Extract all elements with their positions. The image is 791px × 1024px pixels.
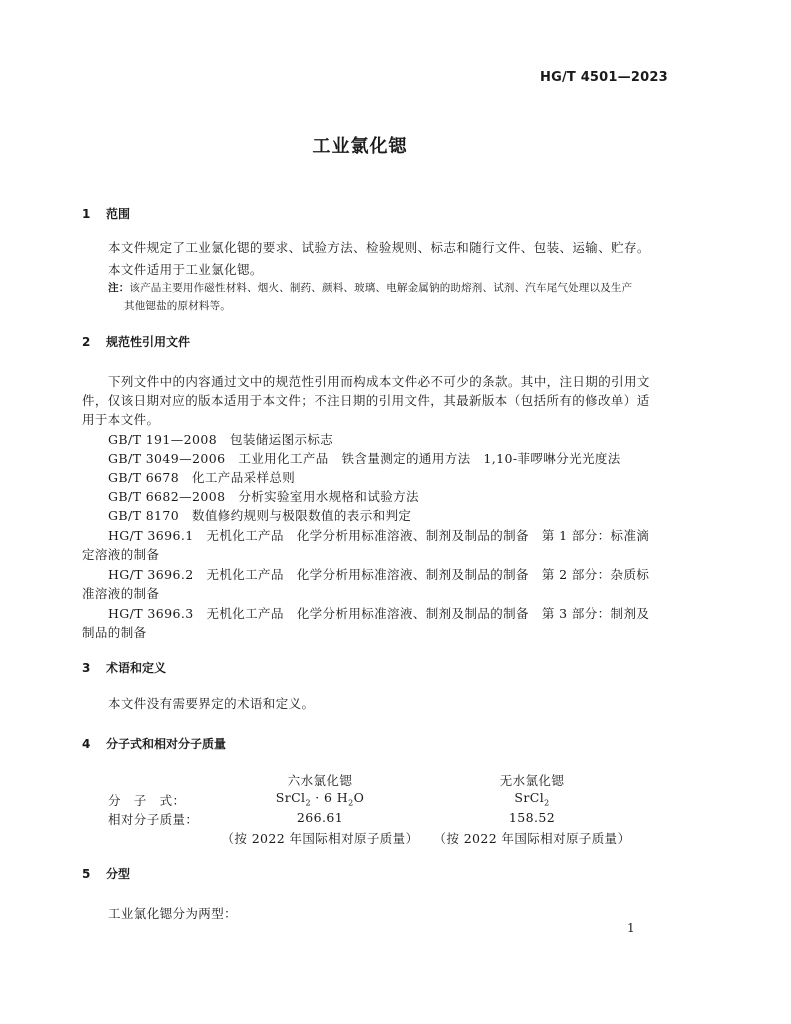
formula-anhydrous: SrCl$_2$ bbox=[514, 790, 550, 808]
section-number: 2 bbox=[82, 335, 91, 349]
reference-item-continued: 定溶液的制备 bbox=[82, 547, 160, 562]
formula-col-header-anhydrous: 无水氯化锶 bbox=[499, 773, 565, 788]
section-title: 规范性引用文件 bbox=[106, 335, 191, 349]
reference-item: GB/T 191—2008 包装储运图示标志 bbox=[108, 432, 334, 447]
section-title: 术语和定义 bbox=[106, 661, 167, 675]
formula-col-header-hexahydrate: 六水氯化锶 bbox=[287, 773, 353, 788]
reference-item-continued: 准溶液的制备 bbox=[82, 586, 160, 601]
reference-item: GB/T 6682—2008 分析实验室用水规格和试验方法 bbox=[108, 489, 419, 504]
section-number: 3 bbox=[82, 661, 91, 675]
section-3-heading bbox=[82, 659, 166, 676]
mass-anhydrous: 158.52 bbox=[508, 810, 556, 825]
section-1-heading bbox=[82, 205, 130, 222]
reference-item: HG/T 3696.1 无机化工产品 化学分析用标准溶液、制剂及制品的制备 第 1 部分：标准滴 bbox=[108, 528, 650, 543]
scope-note-line-2: 其他锶盐的原材料等。 bbox=[124, 300, 231, 312]
formula-hexahydrate: SrCl$_2$ · 6 $H_2O$ bbox=[275, 790, 365, 808]
section-4-heading bbox=[82, 735, 226, 752]
standard-code: HG/T 4501—2023 bbox=[540, 70, 668, 85]
mass-note-anhydrous: （按 2022 年国际相对原子质量） bbox=[433, 831, 631, 846]
references-intro-line-3: 用于本文件。 bbox=[82, 412, 160, 427]
section-title: 分型 bbox=[106, 867, 131, 881]
section-number: 4 bbox=[82, 737, 91, 751]
reference-item: GB/T 3049—2006 工业用化工产品 铁含量测定的通用方法 1,10-菲啰啉分光光度法 bbox=[108, 451, 621, 466]
mass-note-hexahydrate: （按 2022 年国际相对原子质量） bbox=[221, 831, 419, 846]
reference-item: GB/T 6678 化工产品采样总则 bbox=[108, 470, 296, 485]
reference-item: HG/T 3696.3 无机化工产品 化学分析用标准溶液、制剂及制品的制备 第 3 部分：制剂及 bbox=[108, 606, 650, 621]
reference-item: GB/T 8170 数值修约规则与极限数值的表示和判定 bbox=[108, 508, 412, 523]
scope-note-line-1 bbox=[108, 280, 632, 295]
section-5-heading bbox=[82, 865, 130, 882]
section-title: 范围 bbox=[106, 207, 131, 221]
references-intro-line-2: 件，仅该日期对应的版本适用于本文件；不注日期的引用文件，其最新版本（包括所有的修改单）适 bbox=[82, 393, 650, 408]
reference-item-continued: 制品的制备 bbox=[82, 625, 147, 640]
reference-item: HG/T 3696.2 无机化工产品 化学分析用标准溶液、制剂及制品的制备 第 2 部分：杂质标 bbox=[108, 567, 650, 582]
section-number: 1 bbox=[82, 207, 91, 221]
formula-row-label: 分 子 式： bbox=[108, 793, 186, 808]
note-text: 该产品主要用作磁性材料、烟火、制药、颜料、玻璃、电解金属钠的助熔剂、试剂、汽车尾气处理以及生产 bbox=[129, 282, 633, 294]
scope-para-2: 本文件适用于工业氯化锶。 bbox=[108, 262, 263, 277]
section-number: 5 bbox=[82, 867, 91, 881]
mass-row-label: 相对分子质量： bbox=[108, 812, 199, 827]
terms-para: 本文件没有需要界定的术语和定义。 bbox=[108, 696, 315, 711]
references-intro-line-1: 下列文件中的内容通过文中的规范性引用而构成本文件必不可少的条款。其中，注日期的引用文 bbox=[108, 374, 650, 389]
mass-hexahydrate: 266.61 bbox=[296, 810, 344, 825]
classification-para: 工业氯化锶分为两型： bbox=[108, 906, 238, 921]
scope-para-1: 本文件规定了工业氯化锶的要求、试验方法、检验规则、标志和随行文件、包装、运输、贮存。 bbox=[108, 240, 650, 255]
document-title: 工业氯化锶 bbox=[312, 136, 408, 157]
note-label: 注： bbox=[108, 282, 130, 294]
section-title: 分子式和相对分子质量 bbox=[106, 737, 227, 751]
page-number: 1 bbox=[627, 921, 635, 935]
section-2-heading bbox=[82, 333, 190, 350]
